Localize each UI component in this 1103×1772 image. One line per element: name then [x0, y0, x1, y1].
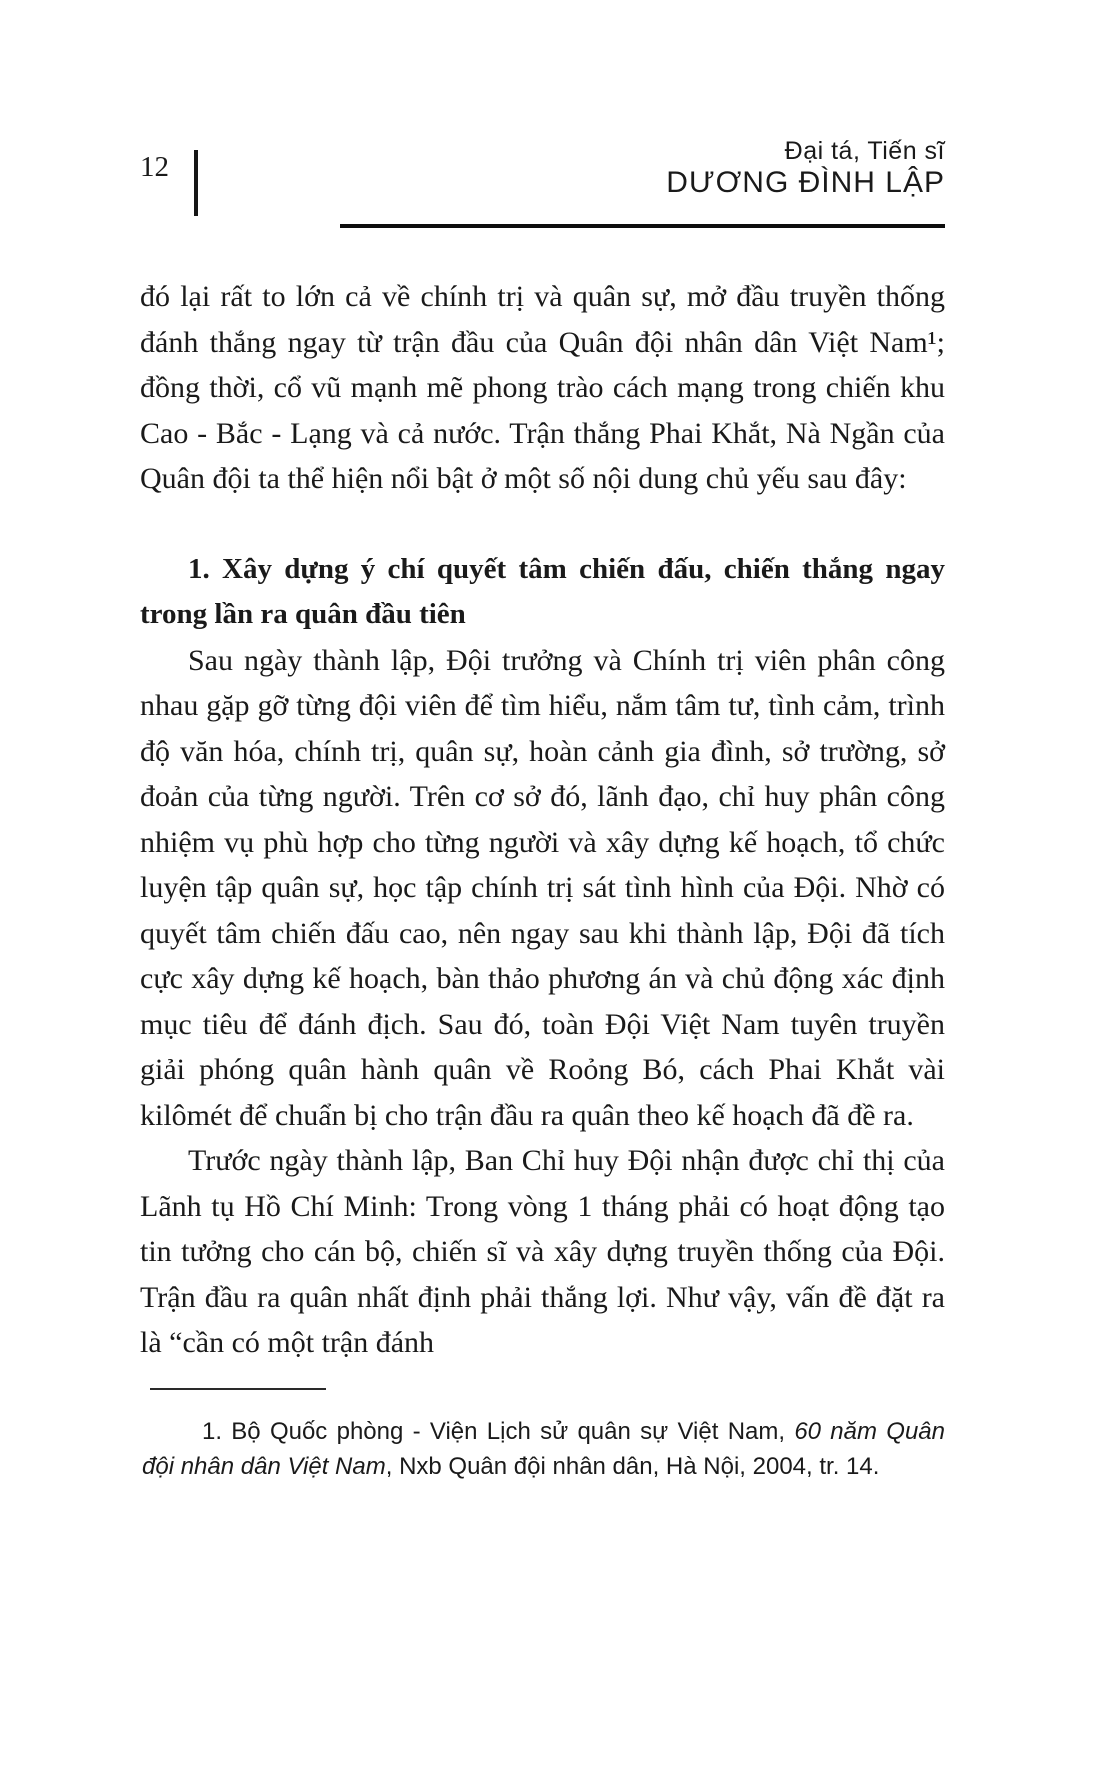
- paragraph-continuation: đó lại rất to lớn cả về chính trị và quân sự, mở đầu truyền thống đánh thắng ngay từ trận đầu của Quân đội nhân dân Việt Nam¹; đồng thời, cổ vũ mạnh mẽ phong trào cách mạng trong chiến khu Cao - Bắc - Lạng và cả nước. Trận thắng Phai Khắt, Nà Ngần của Quân đội ta thể hiện nổi bật ở một số nội dung chủ yếu sau đây:: [140, 280, 945, 495]
- page-number: 12: [140, 151, 169, 183]
- header-rule: [340, 224, 945, 228]
- author-name: DƯƠNG ĐÌNH LẬP: [666, 166, 945, 199]
- body-text: [140, 274, 945, 1366]
- page-number-block: [140, 136, 198, 216]
- footnote-rule: [150, 1388, 326, 1390]
- paragraph: Sau ngày thành lập, Đội trưởng và Chính trị viên phân công nhau gặp gỡ từng đội viên để tìm hiểu, nắm tâm tư, tình cảm, trình độ văn hóa, chính trị, quân sự, hoàn cảnh gia đình, sở trường, sở đoản của từng người. Trên cơ sở đó, lãnh đạo, chỉ huy phân công nhiệm vụ phù hợp cho từng người và xây dựng kế hoạch, tổ chức luyện tập quân sự, học tập chính trị sát tình hình của Đội. Nhờ có quyết tâm chiến đấu cao, nên ngay sau khi thành lập, Đội đã tích cực xây dựng kế hoạch, bàn thảo phương án và chủ động xác định mục tiêu để đánh địch. Sau đó, toàn Đội Việt Nam tuyên truyền giải phóng quân hành quân về Roỏng Bó, cách Phai Khắt vài kilômét để chuẩn bị cho trận đầu ra quân theo kế hoạch đã đề ra.: [140, 643, 945, 1132]
- paragraph: Trước ngày thành lập, Ban Chỉ huy Đội nhận được chỉ thị của Lãnh tụ Hồ Chí Minh: Trong vòng 1 tháng phải có hoạt động tạo tin tưởng cho cán bộ, chiến sĩ và xây dựng truyền thống của Đội. Trận đầu ra quân nhất định phải thắng lợi. Như vậy, vấn đề đặt ra là “cần có một trận đánh: [140, 1144, 945, 1359]
- page-number-divider: [194, 150, 198, 216]
- running-header: [140, 136, 945, 216]
- footnote-citation-suffix: , Nxb Quân đội nhân dân, Hà Nội, 2004, tr. 14.: [385, 1452, 880, 1480]
- footnote: [142, 1414, 945, 1484]
- author-block: [666, 136, 945, 200]
- footnote-book-title: 60 năm Quân đội nhân dân Việt Nam: [142, 1417, 945, 1480]
- author-title: Đại tá, Tiến sĩ: [784, 137, 945, 165]
- footnote-citation-prefix: 1. Bộ Quốc phòng - Viện Lịch sử quân sự Việt Nam,: [202, 1417, 795, 1445]
- section-heading: 1. Xây dựng ý chí quyết tâm chiến đấu, chiến thắng ngay trong lần ra quân đầu tiên: [140, 552, 945, 630]
